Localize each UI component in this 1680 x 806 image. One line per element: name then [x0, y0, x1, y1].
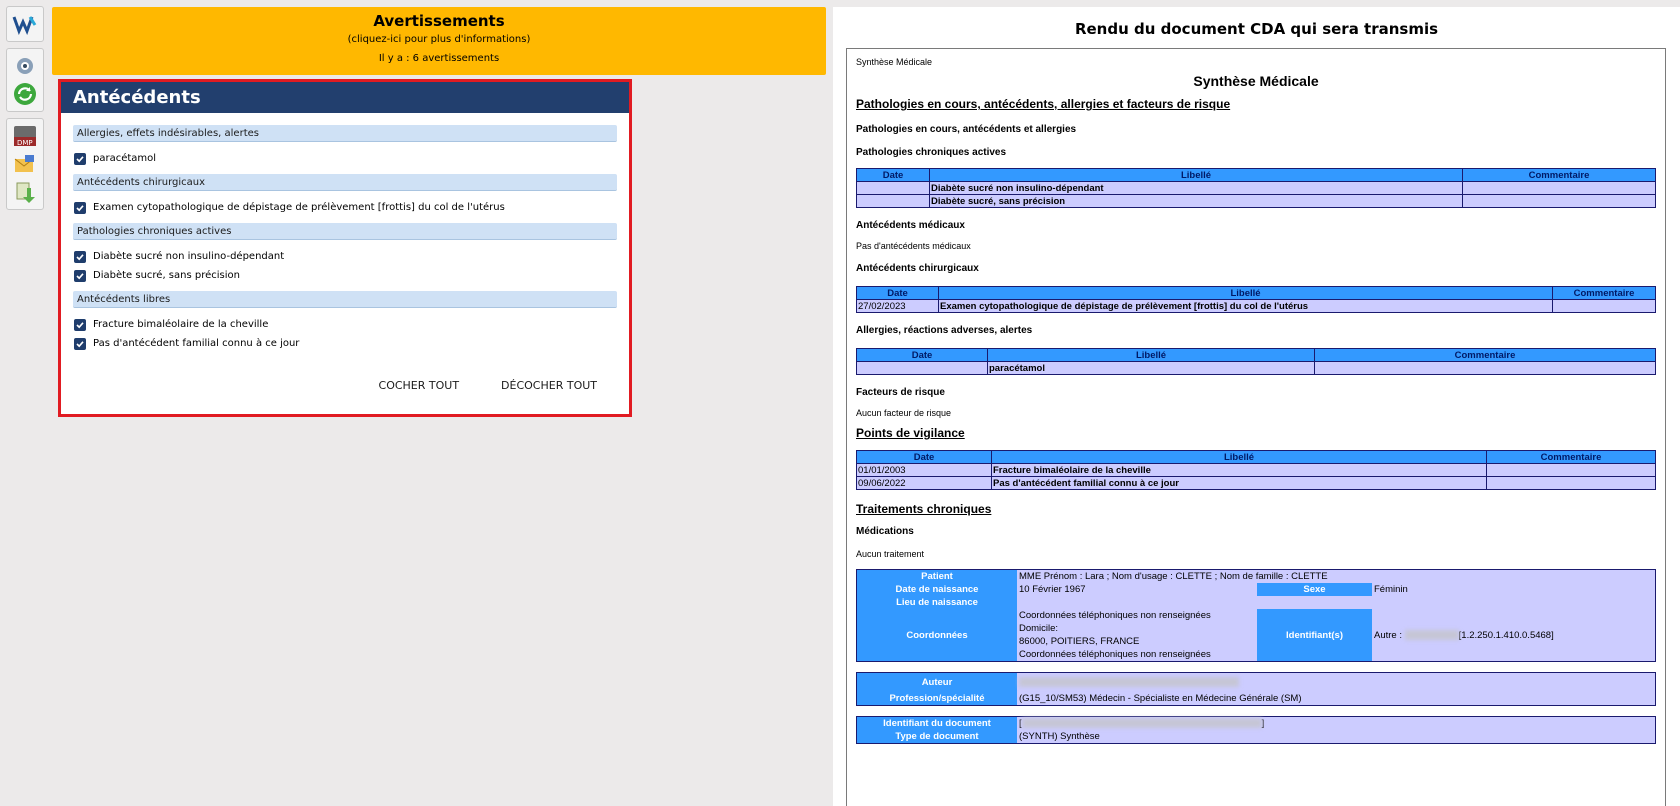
sex-value: Féminin: [1374, 584, 1408, 595]
profession-key: Profession/spécialité: [857, 692, 1017, 705]
cell-commentaire: [1487, 464, 1656, 477]
uncheck-all-button[interactable]: DÉCOCHER TOUT: [501, 379, 597, 392]
doc-title: Synthèse Médicale: [1193, 73, 1319, 89]
identifier-prefix: Autre :: [1374, 629, 1402, 641]
table-row: [857, 362, 1656, 375]
warnings-title: Avertissements: [373, 12, 505, 30]
list-item: [73, 198, 617, 217]
item-label: Diabète sucré non insulino-dépendant: [93, 251, 285, 262]
birthdate-value: 10 Février 1967: [1019, 584, 1086, 595]
antecedents-title: Antécédents: [61, 82, 629, 113]
profession-value: (G15_10/SM53) Médecin - Spécialiste en Médecine Générale (SM): [1019, 693, 1302, 704]
col-commentaire: Commentaire: [1315, 349, 1656, 362]
redacted-doc-id: [1022, 718, 1262, 728]
table-chirurgicaux: [856, 286, 1656, 313]
cell-libelle: Diabète sucré, sans précision: [930, 195, 1463, 208]
antecedents-actions: [379, 379, 597, 392]
weda-logo-icon[interactable]: [10, 10, 40, 38]
identifiers-key: Identifiant(s): [1257, 609, 1372, 661]
list-item: [73, 334, 617, 353]
col-libelle: Libellé: [930, 169, 1463, 182]
heading-traitements: Traitements chroniques: [856, 502, 992, 516]
cell-date: [857, 362, 988, 375]
heading-medications: Médications: [856, 526, 914, 537]
checkbox-checked[interactable]: [74, 251, 86, 263]
checkbox-checked[interactable]: [74, 338, 86, 350]
heading-chroniques: Pathologies chroniques actives: [856, 147, 1007, 158]
author-block: [856, 672, 1656, 706]
table-row: [857, 182, 1656, 195]
list-item: [73, 266, 617, 285]
cell-date: [857, 182, 930, 195]
col-date: Date: [857, 451, 992, 464]
cell-date: 01/01/2003: [857, 464, 992, 477]
table-allergies: [856, 348, 1656, 375]
warnings-banner[interactable]: [52, 7, 826, 75]
cell-libelle: Pas d'antécédent familial connu à ce jour: [992, 477, 1487, 490]
patient-value: MME Prénom : Lara ; Nom d'usage : CLETTE ; Nom de famille : CLETTE: [1019, 571, 1328, 582]
col-libelle: Libellé: [939, 287, 1553, 300]
doc-small-title: Synthèse Médicale: [856, 57, 933, 67]
cell-libelle: Examen cytopathologique de dépistage de prélèvement [frottis] du col de l'utérus: [939, 300, 1553, 313]
heading-vigilance: Points de vigilance: [856, 426, 965, 440]
sex-key: Sexe: [1257, 583, 1372, 596]
table-row: [857, 464, 1656, 477]
document-block: [856, 716, 1656, 744]
list-item: [73, 315, 617, 334]
table-row: [857, 477, 1656, 490]
cell-commentaire: [1463, 182, 1656, 195]
checkbox-checked[interactable]: [74, 319, 86, 331]
cda-document[interactable]: [846, 48, 1666, 806]
medications-text: Aucun traitement: [856, 549, 925, 559]
cda-render-panel: [833, 7, 1680, 806]
refresh-icon[interactable]: [10, 80, 40, 108]
toolbar-group-home: [6, 6, 44, 42]
table-row: [857, 195, 1656, 208]
author-key: Auteur: [857, 673, 1017, 692]
cell-libelle: paracétamol: [988, 362, 1315, 375]
heading-medicaux: Antécédents médicaux: [856, 220, 965, 231]
cell-libelle: Diabète sucré non insulino-dépendant: [930, 182, 1463, 195]
col-commentaire: Commentaire: [1463, 169, 1656, 182]
item-label: paracétamol: [93, 153, 157, 164]
heading-pathologies-sub: Pathologies en cours, antécédents et allergies: [856, 124, 1077, 135]
birthplace-key: Lieu de naissance: [857, 596, 1017, 609]
cell-commentaire: [1487, 477, 1656, 490]
toolbar-group-dmp: [6, 118, 44, 210]
table-row: [857, 300, 1656, 313]
patient-block: [856, 569, 1656, 662]
facteurs-text: Aucun facteur de risque: [856, 408, 952, 418]
section-chroniques: [73, 223, 617, 285]
checkbox-checked[interactable]: [74, 202, 86, 214]
author-value: [1017, 673, 1655, 692]
toolbar-group-tools: [6, 48, 44, 112]
medicaux-text: Pas d'antécédents médicaux: [856, 241, 971, 251]
left-toolbar: [6, 6, 44, 216]
redacted-identifier: [1405, 630, 1459, 640]
svg-text:DMP: DMP: [17, 139, 33, 147]
table-vigilance: [856, 450, 1656, 490]
heading-allergies: Allergies, réactions adverses, alertes: [856, 325, 1033, 336]
domicile-value: Domicile:: [1019, 623, 1059, 634]
cell-date: 27/02/2023: [857, 300, 939, 313]
redacted-author: [1019, 677, 1239, 687]
section-header: Antécédents chirurgicaux: [73, 174, 617, 191]
section-header: Antécédents libres: [73, 291, 617, 308]
item-label: Examen cytopathologique de dépistage de prélèvement [frottis] du col de l'utérus: [93, 202, 505, 213]
heading-chirurgicaux: Antécédents chirurgicaux: [856, 263, 979, 274]
section-allergies: [73, 125, 617, 168]
cell-date: 09/06/2022: [857, 477, 992, 490]
section-header: Pathologies chroniques actives: [73, 223, 617, 240]
antecedents-panel: [58, 79, 632, 417]
city-value: 86000, POITIERS, FRANCE: [1019, 636, 1140, 647]
col-commentaire: Commentaire: [1487, 451, 1656, 464]
birthdate-key: Date de naissance: [857, 583, 1017, 596]
section-libres: [73, 291, 617, 353]
list-item: [73, 149, 617, 168]
doc-id-value: [ ]: [1019, 718, 1265, 729]
mail-icon[interactable]: [10, 150, 40, 178]
heading-facteurs: Facteurs de risque: [856, 387, 945, 398]
phone-value-1: Coordonnées téléphoniques non renseignées: [1019, 610, 1211, 621]
cda-panel-title: Rendu du document CDA qui sera transmis: [1074, 20, 1439, 38]
cell-commentaire: [1553, 300, 1656, 313]
cell-commentaire: [1315, 362, 1656, 375]
warnings-subtitle: (cliquez-ici pour plus d'informations): [347, 34, 531, 45]
section-header: Allergies, effets indésirables, alertes: [73, 125, 617, 142]
doc-type-value: (SYNTH) Synthèse: [1019, 731, 1100, 742]
stethoscope-icon[interactable]: [10, 52, 40, 80]
section-chirurgicaux: [73, 174, 617, 217]
item-label: Diabète sucré, sans précision: [93, 270, 240, 281]
cell-date: [857, 195, 930, 208]
coordinates-key: Coordonnées: [857, 609, 1017, 661]
dmp-icon[interactable]: [10, 122, 40, 150]
table-chroniques: [856, 168, 1656, 208]
list-item: [73, 247, 617, 266]
patient-key: Patient: [857, 570, 1017, 583]
birthplace-value: [1017, 596, 1655, 609]
download-icon[interactable]: [10, 178, 40, 206]
item-label: Pas d'antécédent familial connu à ce jour: [93, 338, 300, 349]
checkbox-checked[interactable]: [74, 153, 86, 165]
col-date: Date: [857, 287, 939, 300]
warnings-count: Il y a : 6 avertissements: [378, 53, 500, 64]
col-libelle: Libellé: [992, 451, 1487, 464]
cell-commentaire: [1463, 195, 1656, 208]
check-all-button[interactable]: COCHER TOUT: [378, 379, 460, 392]
heading-pathologies: Pathologies en cours, antécédents, allergies et facteurs de risque: [856, 97, 1231, 111]
col-date: Date: [857, 169, 930, 182]
phone-value-2: Coordonnées téléphoniques non renseignées: [1019, 649, 1211, 660]
checkbox-checked[interactable]: [74, 270, 86, 282]
col-commentaire: Commentaire: [1553, 287, 1656, 300]
item-label: Fracture bimaléolaire de la cheville: [93, 319, 269, 330]
col-libelle: Libellé: [988, 349, 1315, 362]
doc-id-key: Identifiant du document: [857, 717, 1017, 730]
cell-libelle: Fracture bimaléolaire de la cheville: [992, 464, 1487, 477]
identifiers-value: [1372, 609, 1655, 661]
doc-type-key: Type de document: [857, 730, 1017, 743]
col-date: Date: [857, 349, 988, 362]
identifier-oid: [1.2.250.1.410.0.5468]: [1458, 629, 1554, 641]
